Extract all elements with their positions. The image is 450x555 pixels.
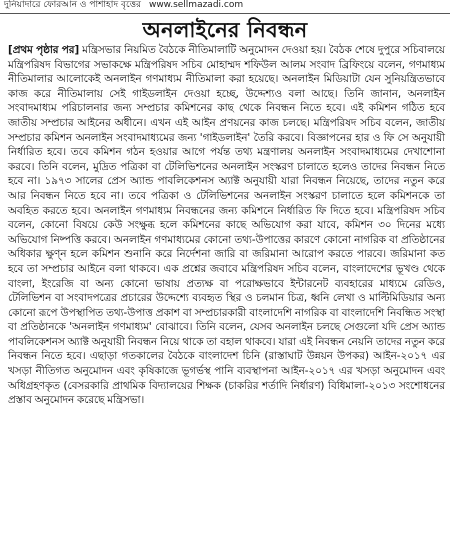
site-watermark: www.sellmazadi.com	[148, 0, 244, 10]
article-headline: অনলাইনের নিবন্ধন	[135, 16, 316, 43]
headline-container	[0, 16, 450, 43]
article-text: মন্ত্রিসভার নিয়মিত বৈঠকে নীতিমালাটি অনুমোদন দেওয়া হয়। বৈঠক শেষে দুপুরে সচিবালয়ে মন্ত্রিপরিষদ বিভাগের সভাকক্ষে মন্ত্রিপরিষদ সচিব মোহাম্মদ শফিউল আলম সংবাদ ব্রিফিংয়ে বলেন, গণমাধ্যম নীতিমালার আলোকেই অনলাইন গণমাধ্যম নীতিমালা করা হয়েছে। অনলাইন মিডিয়াটা যেন সুনিয়ন্ত্রিতভাবে কাজ করে নীতিমালায় সেই গাইডলাইন দেওয়া হচ্ছে, উদ্দেশ্যও বলা আছে। তিনি জানান, অনলাইন সংবাদমাধ্যম পরিচালনার জন্য সম্প্রচার কমিশনের কাছ থেকে নিবন্ধন নিতে হবে। এই কমিশন গঠিত হবে জাতীয় সম্প্রচার আইনের অধীনে। এখন এই আইন প্রণয়নের কাজ চলছে। মন্ত্রিপরিষদ সচিব বলেন, জাতীয় সম্প্রচার কমিশন অনলাইন সংবাদমাধ্যমের জন্য 'গাইডলাইন' তৈরি করবে। বিজ্ঞাপনের হার ও ফি সে অনুযায়ী নির্ধারিত হবে। তবে কমিশন গঠন হওয়ার আগে পর্যন্ত তথ্য মন্ত্রণালয় অনলাইন সংবাদমাধ্যমের দেখাশোনা করবে। তিনি বলেন, মুদ্রিত পত্রিকা বা টেলিভিশনের অনলাইন সংস্করণ চালাতে হলেও তাদের নিবন্ধন নিতে হবে না। ১৯৭৩ সালের প্রেস অ্যান্ড পাবলিকেশনস অ্যাক্ট অনুযায়ী যারা নিবন্ধন নিয়েছে, তাদের নতুন করে আর নিবন্ধন নিতে হবে না। তবে পত্রিকা ও টেলিভিশনের অনলাইন সংস্করণ চালাতে হলে কমিশনকে তা অবহিত করতে হবে। অনলাইন গণমাধ্যম নিবন্ধনের জন্য কমিশনে নির্ধারিত ফি দিতে হবে। মন্ত্রিপরিষদ সচিব বলেন, কোনো বিষয়ে কেউ সংক্ষুব্ধ হলে কমিশনের কাছে অভিযোগ করা যাবে, কমিশন ৩০ দিনের মধ্যে অভিযোগ নিষ্পত্তি করবে। অনলাইন গণমাধ্যমের কোনো তথ্য-উপাত্তের কারণে কোনো নাগরিক বা প্রতিষ্ঠানের অধিকার ক্ষুণ্ন হলে কমিশন শুনানি করে নির্দেশনা জারি বা জরিমানা আরোপ করতে পারবে। জরিমানা কত হবে তা সম্প্রচার আইনে বলা থাকবে। এক প্রশ্নের জবাবে মন্ত্রিপরিষদ সচিব বলেন, বাংলাদেশের ভূখণ্ড থেকে বাংলা, ইংরেজি বা অন্য কোনো ভাষায় প্রত্যক্ষ বা পরোক্ষভাবে ইন্টারনেট ব্যবহারের মাধ্যমে রেডিও, টেলিভিশন বা সংবাদপত্রের প্রচারের উদ্দেশ্যে ব্যবহৃত স্থির ও চলমান চিত্র, ধ্বনি লেখা ও মাল্টিমিডিয়ার অন্য কোনো রূপে উপস্থাপিত তথ্য-উপাত্ত প্রকাশ বা সম্প্রচারকারী বাংলাদেশি নাগরিক বা বাংলাদেশি নিবন্ধিত সংস্থা বা প্রতিষ্ঠানকে 'অনলাইন গণমাধ্যম' বোঝাবে। তিনি বলেন, যেসব অনলাইন চলছে সেগুলো যদি প্রেস অ্যান্ড পাবলিকেশনস অ্যাক্ট অনুযায়ী নিবন্ধন নিয়ে থাকে তা বহাল থাকবে। যারা এই নিবন্ধন নেয়নি তাদের নতুন করে নিবন্ধন নিতে হবে। এছাড়া গতকালের বৈঠকে বাংলাদেশ চিনি (রাস্তাঘাট উন্নয়ন উপকর) আইন-২০১৭ এর খসড়া নীতিগত অনুমোদন এবং কৃষিকাজে ভূগর্ভস্থ পানি ব্যবস্থাপনা আইন-২০১৭ এর খসড়া অনুমোদন এবং অধিগ্রহণকৃত (বেসরকারি প্রাথমিক বিদ্যালয়ের শিক্ষক (চাকরির শর্তাদি নির্ধারণ) বিধিমালা-২০১৩ সংশোধনের প্রস্তাব অনুমোদন করেছে মন্ত্রিসভা।	[8, 44, 445, 407]
article-paragraph	[8, 43, 445, 408]
article-body	[0, 43, 450, 551]
top-strip-text: দুনিয়াদারে ফোরআন ও পাশাহাদ বৃত্তের	[4, 0, 141, 10]
continuation-marker: [প্রথম পৃষ্ঠার পর]	[8, 44, 80, 56]
clipping-top-strip	[0, 0, 450, 14]
